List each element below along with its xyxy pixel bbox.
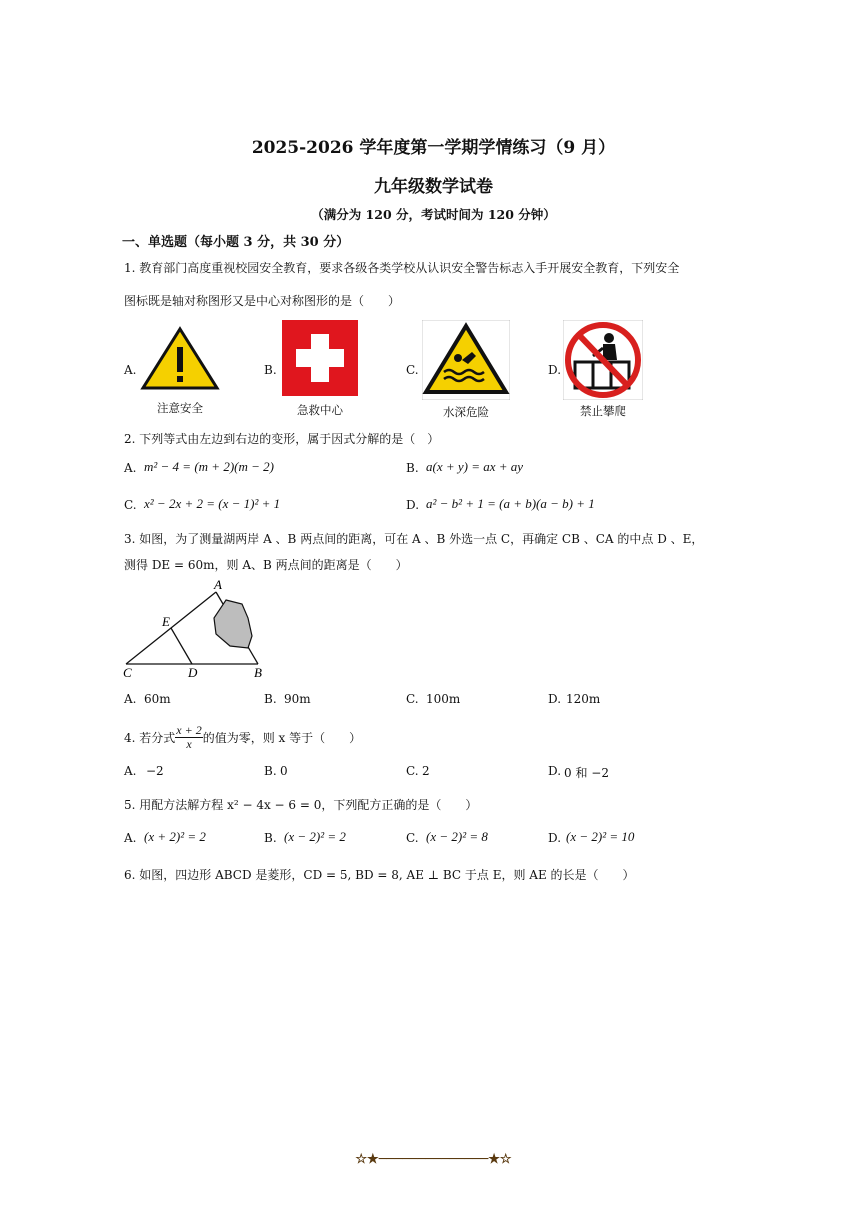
q5-option-d-letter: D. xyxy=(548,831,562,845)
q1-option-a-letter: A. xyxy=(124,363,137,377)
q5-option-d: (x − 2)² = 10 xyxy=(566,829,635,844)
deep-water-icon xyxy=(422,320,510,400)
q5-option-b-letter: B. xyxy=(264,831,277,845)
q1-option-d-letter: D. xyxy=(548,363,562,377)
q4-fraction xyxy=(175,724,202,751)
lake-triangle-diagram xyxy=(118,578,278,682)
q4-option-a-letter: A. xyxy=(124,764,137,778)
q2-option-a: m² − 4 = (m + 2)(m − 2) xyxy=(144,459,274,474)
warning-triangle-icon xyxy=(140,325,220,391)
q1-option-b-letter: B. xyxy=(264,363,277,377)
figure-label-e: E xyxy=(162,614,170,629)
q2-option-b-letter: B. xyxy=(406,461,419,475)
q3-stem-line1: 3. 如图，为了测量湖两岸 A 、B 两点间的距离，可在 A 、B 外选一点 C，再确定 CB 、CA 的中点 D 、E， xyxy=(124,532,704,546)
figure-label-b: B xyxy=(254,665,262,680)
q6-stem: 6. 如图，四边形 ABCD 是菱形，CD = 5, BD = 8, AE ⊥ BC 于点 E，则 AE 的长是（ ） xyxy=(124,868,635,882)
q3-option-d: 120m xyxy=(566,692,601,706)
section-heading: 一、单选题（每小题 3 分，共 30 分） xyxy=(122,235,350,250)
q2-option-c: x² − 2x + 2 = (x − 1)² + 1 xyxy=(144,496,281,511)
q2-option-a-letter: A. xyxy=(124,461,137,475)
q2-stem: 2. 下列等式由左边到右边的变形，属于因式分解的是（ ） xyxy=(124,432,440,446)
q5-option-a: (x + 2)² = 2 xyxy=(144,829,206,844)
q3-option-b-letter: B. xyxy=(264,692,277,706)
q4-prefix: 4. 若分式 xyxy=(124,731,176,745)
q3-option-a-letter: A. xyxy=(124,692,137,706)
q4-option-c: 2 xyxy=(422,764,430,778)
figure-label-a: A xyxy=(214,578,222,592)
q1-option-b-caption: 急救中心 xyxy=(297,403,343,417)
red-cross-icon xyxy=(282,320,358,396)
figure-label-d: D xyxy=(188,665,198,680)
q1-option-c-letter: C. xyxy=(406,363,419,377)
q2-option-d: a² − b² + 1 = (a + b)(a − b) + 1 xyxy=(426,496,595,511)
q5-option-c: (x − 2)² = 8 xyxy=(426,829,488,844)
q3-option-a: 60m xyxy=(144,692,171,706)
q2-option-b: a(x + y) = ax + ay xyxy=(426,459,524,474)
q4-option-d-letter: D. xyxy=(548,764,562,778)
exam-subtitle: 九年级数学试卷 xyxy=(374,177,493,197)
q4-option-b-letter: B. xyxy=(264,764,277,778)
q4-numerator: x + 2 xyxy=(176,723,202,737)
q4-option-c-letter: C. xyxy=(406,764,419,778)
q3-option-d-letter: D. xyxy=(548,692,562,706)
q3-option-c: 100m xyxy=(426,692,461,706)
page-footer-decoration: ☆★──────────────★☆ xyxy=(355,1152,512,1167)
q4-suffix: 的值为零，则 x 等于（ ） xyxy=(202,731,362,745)
q1-option-a-caption: 注意安全 xyxy=(157,401,203,415)
no-climbing-icon xyxy=(563,320,643,400)
q5-stem: 5. 用配方法解方程 x² − 4x − 6 = 0，下列配方正确的是（ ） xyxy=(124,798,478,812)
q5-option-a-letter: A. xyxy=(124,831,137,845)
q1-stem-line2: 图标既是轴对称图形又是中心对称图形的是（ ） xyxy=(124,294,401,308)
q3-option-c-letter: C. xyxy=(406,692,419,706)
q5-option-c-letter: C. xyxy=(406,831,419,845)
exam-title: 2025-2026 学年度第一学期学情练习（9 月） xyxy=(251,138,616,158)
q4-denominator: x xyxy=(186,737,192,751)
q4-option-a: −2 xyxy=(146,764,164,778)
q3-option-b: 90m xyxy=(284,692,311,706)
q2-option-c-letter: C. xyxy=(124,498,137,512)
exam-note: （满分为 120 分，考试时间为 120 分钟） xyxy=(311,207,556,222)
q4-option-d: 0 和 −2 xyxy=(564,766,609,780)
q4-stem xyxy=(124,724,361,751)
q1-option-c-caption: 水深危险 xyxy=(443,405,489,419)
q3-stem-line2: 测得 DE = 60m，则 A、B 两点间的距离是（ ） xyxy=(124,558,408,572)
q1-option-d-caption: 禁止攀爬 xyxy=(580,404,626,418)
q2-option-d-letter: D. xyxy=(406,498,420,512)
q4-option-b: 0 xyxy=(280,764,288,778)
q1-stem-line1: 1. 教育部门高度重视校园安全教育，要求各级各类学校从认识安全警告标志入手开展安全教育，下列安全 xyxy=(124,261,680,275)
figure-label-c: C xyxy=(123,665,132,680)
q5-option-b: (x − 2)² = 2 xyxy=(284,829,346,844)
